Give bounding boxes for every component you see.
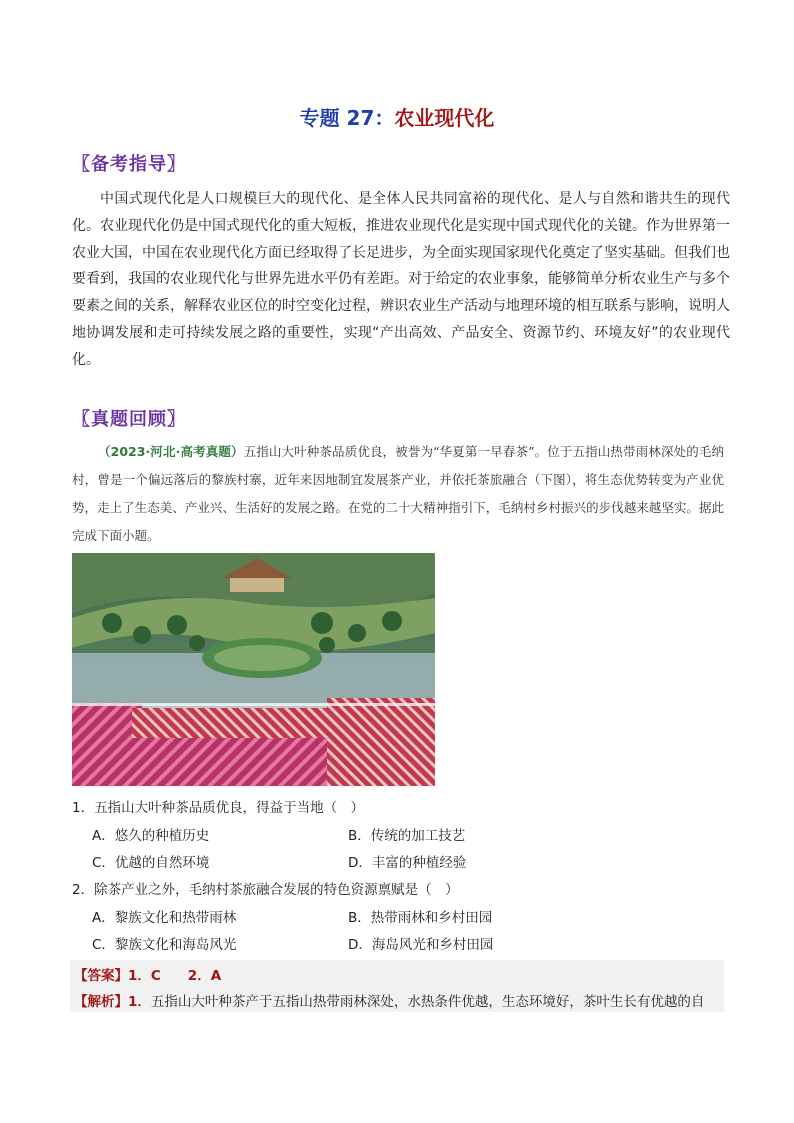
question-2-option-d: D．海岛风光和乡村田园 <box>348 937 494 953</box>
analysis-text: 五指山大叶种茶产于五指山热带雨林深处，水热条件优越，生态环境好，茶叶生长有优越的自 <box>150 994 705 1010</box>
guide-paragraph: 中国式现代化是人口规模巨大的现代化、是全体人民共同富裕的现代化、是人与自然和谐共生的现代化。农业现代化仍是中国式现代化的重大短板，推进农业现代化是实现中国式现代化的关键。作为世界第一农业大国，中国在农业现代化方面已经取得了长足进步，为全面实现国家现代化奠定了坚实基础。但我们也要看到，我国的农业现代化与世界先进水平仍有差距。对于给定的农业事象，能够简单分析农业生产与多个要素之间的关系，解释农业区位的时空变化过程，辨识农业生产活动与地理环境的相互联系与影响，说明人地协调发展和走可持续发展之路的重要性，实现“产出高效、产品安全、资源节约、环境友好”的农业现代化。 <box>72 191 730 368</box>
question-1-option-d: D．丰富的种植经验 <box>348 855 467 871</box>
question-2-option-a: A．黎族文化和热带雨林 <box>92 910 237 926</box>
question-intro-text: 五指山大叶种茶品质优良，被誉为“华夏第一早春茶”。位于五指山热带雨林深处的毛纳村，曾是一个偏远落后的黎族村寨，近年来因地制宜发展茶产业，并依托茶旅融合（下图），将生态优势转变为产业优势，走上了生态美、产业兴、生活好的发展之路。在党的二十大精神指引下，毛纳村乡村振兴的步伐越来越坚实。据此完成下面小题。 <box>72 444 724 543</box>
question-1-option-b: B．传统的加工技艺 <box>348 828 466 844</box>
question-source: （2023·河北·高考真题） <box>98 444 244 459</box>
tea-village-photo <box>72 553 435 786</box>
question-1-option-a: A．悠久的种植历史 <box>92 828 210 844</box>
review-heading: 〖真题回顾〗 <box>72 409 186 430</box>
answer-values: 1．C 2．A <box>128 968 222 984</box>
analysis-row <box>74 990 704 1010</box>
question-2-option-b: B．热带雨林和乡村田园 <box>348 910 493 926</box>
answer-tag: 【答案】 <box>74 968 128 984</box>
question-1-option-c: C．优越的自然环境 <box>92 855 210 871</box>
answer-row <box>74 964 221 984</box>
guide-heading: 〖备考指导〗 <box>72 154 186 175</box>
question-2-option-c: C．黎族文化和海岛风光 <box>92 937 237 953</box>
page-title <box>0 102 794 131</box>
analysis-tag: 【解析】 <box>74 994 128 1010</box>
analysis-number: 1． <box>128 994 151 1010</box>
question-2-stem: 2．除茶产业之外，毛纳村茶旅融合发展的特色资源禀赋是（ ） <box>72 882 459 898</box>
title-main: 农业现代化 <box>394 106 495 130</box>
question-intro <box>72 438 724 550</box>
question-1-stem: 1．五指山大叶种茶品质优良，得益于当地（ ） <box>72 800 365 816</box>
title-prefix: 专题 27： <box>299 106 395 130</box>
